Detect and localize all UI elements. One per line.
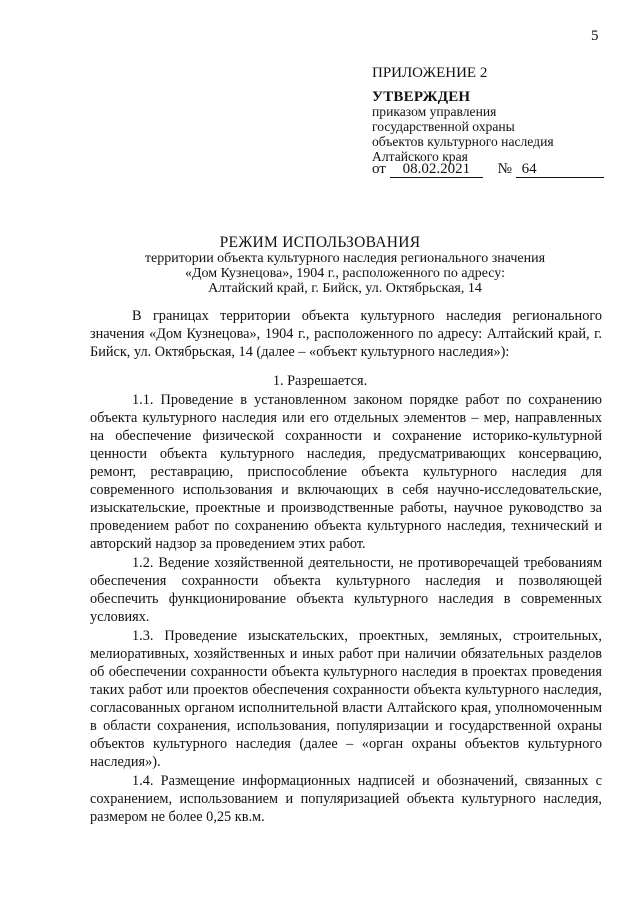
approval-line: государственной охраны [372,119,515,134]
approved-label: УТВЕРЖДЕН [372,89,471,105]
order-date: 08.02.2021 [390,161,483,178]
approval-authority [372,104,554,164]
order-line [372,161,604,178]
document-subtitle [90,251,600,296]
intro-paragraph [90,307,602,361]
approval-line: объектов культурного наследия [372,134,554,149]
approval-line: Алтайского края [372,149,468,164]
intro-text: В границах территории объекта культурного наследия регионального значения «Дом Кузнецова», 1904 г., расположенного по адресу: Алтайский край, г. Бийск, ул. Октябрьская, 14 (далее – «объект культурного наследия»): [90,308,602,360]
item-1-2: 1.2. Ведение хозяйственной деятельности, не противоречащей требованиям обеспечения сохранности объекта культурного наследия и позволяющей обеспечить функционирование объекта культурного наследия в современных условиях. [90,555,602,625]
subtitle-line: «Дом Кузнецова», 1904 г., расположенного по адресу: [184,266,506,281]
order-from-label: от [372,161,386,177]
item-1-1: 1.1. Проведение в установленном законом порядке работ по сохранению объекта культурного наследия или его отдельных элементов – мер, направленных на обеспечение физической сохранности и сохранение историко-культурной ценности объекта культурного наследия, предусматривающих консервацию, ремонт, реставрацию, приспособление объекта культурного наследия для современного использования и включающих в себя научно-исследовательские, изыскательские, проектные и производственные работы, научное руководство за проведением работ по сохранению объекта культурного наследия, технический и авторский надзор за проведением этих работ. [90,392,602,552]
item-1-4: 1.4. Размещение информационных надписей и обозначений, связанных с сохранением, использованием и популяризацией объекта культурного наследия, размером не более 0,25 кв.м. [90,773,602,825]
page-number: 5 [591,28,599,44]
document-title: РЕЖИМ ИСПОЛЬЗОВАНИЯ [219,234,421,251]
section-items [90,391,602,827]
section-heading: 1. Разрешается. [272,373,368,389]
appendix-label: ПРИЛОЖЕНИЕ 2 [372,65,488,81]
approval-line: приказом управления [372,104,497,119]
subtitle-line: Алтайский край, г. Бийск, ул. Октябрьская, 14 [208,281,482,296]
item-1-3: 1.3. Проведение изыскательских, проектных, земляных, строительных, мелиоративных, хозяйственных и иных работ при наличии обязательных разделов об обеспечении сохранности объекта культурного наследия в проектах проведения таких работ или проектов обеспечения сохранности объекта культурного наследия, согласованных органом исполнительной власти Алтайского края, уполномоченным в области сохранения, использования, популяризации и государственной охраны объектов культурного наследия (далее – «орган охраны объектов культурного наследия»). [90,628,602,770]
subtitle-line: территории объекта культурного наследия регионального значения [144,251,546,266]
order-number: 64 [516,161,604,178]
order-number-label: № [497,161,512,177]
